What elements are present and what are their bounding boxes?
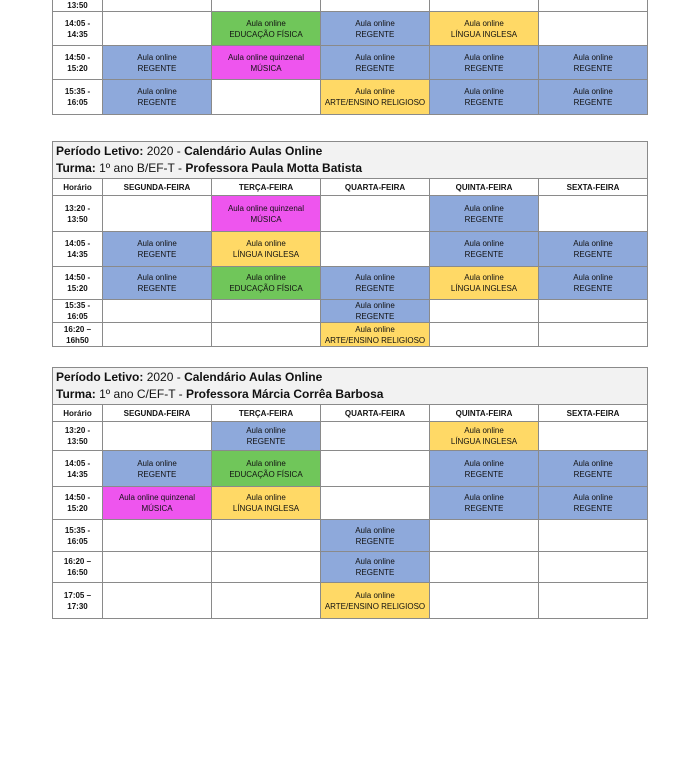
class-subject: REGENTE (464, 250, 504, 259)
time-line: 16:20 – (63, 324, 92, 334)
header-horario: Horário (53, 179, 103, 196)
class-subject: REGENTE (355, 312, 395, 321)
class-type: Aula online (464, 239, 504, 248)
class-type: Aula online (137, 52, 177, 62)
turma-label: Turma: (56, 161, 96, 175)
class-subject: LÍNGUA INGLESA (450, 29, 518, 39)
empty-cell (430, 300, 539, 323)
time-cell (53, 487, 103, 520)
time-line: 14:35 (67, 250, 88, 259)
header-day: SEXTA-FEIRA (539, 405, 648, 422)
header-day: QUINTA-FEIRA (430, 405, 539, 422)
time-line: 14:50 - (64, 52, 91, 62)
header-day: TERÇA-FEIRA (212, 405, 321, 422)
schedule-1b (52, 141, 648, 347)
class-cell (212, 267, 321, 300)
class-cell (103, 487, 212, 520)
class-subject: LÍNGUA INGLESA (450, 284, 518, 293)
class-cell (539, 232, 648, 267)
class-type: Aula online (573, 493, 613, 502)
class-subject: EDUCAÇÃO FÍSICA (229, 469, 303, 479)
schedule-row (53, 46, 648, 80)
class-subject: LÍNGUA INGLESA (450, 437, 518, 446)
schedule-row (53, 12, 648, 46)
empty-cell (321, 196, 430, 232)
class-type: Aula online (246, 458, 286, 468)
class-cell (321, 12, 430, 46)
class-subject: REGENTE (355, 29, 395, 39)
time-cell (53, 520, 103, 552)
header-day: QUARTA-FEIRA (321, 179, 430, 196)
class-type: Aula online (573, 52, 613, 62)
class-subject: LÍNGUA INGLESA (232, 250, 300, 259)
periodo-label: Período Letivo: (56, 370, 144, 384)
class-type: Aula online (355, 87, 395, 96)
separator: - (173, 144, 185, 158)
class-subject: MÚSICA (141, 504, 173, 513)
class-type: Aula online (246, 273, 286, 282)
empty-cell (539, 520, 648, 552)
class-cell (430, 232, 539, 267)
class-type: Aula online (355, 273, 395, 282)
empty-cell (103, 196, 212, 232)
time-line: 16:05 (67, 536, 88, 546)
class-cell (321, 267, 430, 300)
time-line: 14:35 (67, 469, 88, 479)
class-subject: REGENTE (355, 536, 395, 546)
class-subject: REGENTE (246, 437, 286, 446)
ano-value: 2020 (146, 144, 174, 158)
class-cell (103, 80, 212, 115)
class-subject: REGENTE (573, 504, 613, 513)
empty-cell (430, 323, 539, 347)
time-line: 14:05 - (64, 458, 91, 468)
time-cell (53, 552, 103, 583)
empty-cell (539, 323, 648, 347)
empty-cell (103, 583, 212, 619)
class-subject: REGENTE (355, 568, 395, 577)
schedule-row (53, 232, 648, 267)
time-cell (53, 422, 103, 451)
class-cell (430, 80, 539, 115)
class-type: Aula online (355, 18, 395, 28)
empty-cell (430, 520, 539, 552)
schedule-table (52, 141, 648, 347)
header-day: SEGUNDA-FEIRA (103, 179, 212, 196)
time-line: 15:35 - (64, 301, 91, 310)
class-subject: REGENTE (355, 63, 395, 73)
empty-cell (103, 552, 212, 583)
class-subject: REGENTE (137, 63, 177, 73)
class-type: Aula online (355, 557, 395, 566)
time-line: 13:50 (67, 437, 88, 446)
time-cell (53, 232, 103, 267)
calendario-label: Calendário Aulas Online (184, 370, 323, 384)
schedule-row (53, 300, 648, 323)
header-day: SEGUNDA-FEIRA (103, 405, 212, 422)
schedule-row (53, 196, 648, 232)
class-subject: MÚSICA (250, 214, 282, 224)
class-subject: REGENTE (573, 63, 613, 73)
class-type: Aula online (355, 52, 395, 62)
time-line: 13:50 (67, 1, 88, 10)
time-cell (53, 267, 103, 300)
periodo-label: Período Letivo: (56, 144, 144, 158)
schedule-table (52, 0, 648, 115)
class-type: Aula online (355, 525, 395, 535)
class-subject: REGENTE (137, 98, 177, 107)
class-type: Aula online (464, 18, 504, 28)
class-cell (103, 46, 212, 80)
class-cell (539, 451, 648, 487)
schedule-row (53, 323, 648, 347)
class-type: Aula online (246, 18, 286, 28)
class-type: Aula online (573, 239, 613, 248)
class-type: Aula online (246, 239, 286, 248)
empty-cell (212, 80, 321, 115)
empty-cell (321, 232, 430, 267)
header-day: SEXTA-FEIRA (539, 179, 648, 196)
time-line: 16:05 (67, 98, 88, 107)
class-subject: REGENTE (464, 98, 504, 107)
class-cell (430, 451, 539, 487)
time-cell (53, 80, 103, 115)
time-cell (53, 0, 103, 12)
time-line: 16h50 (66, 335, 89, 345)
empty-cell (321, 451, 430, 487)
class-type: Aula online (573, 273, 613, 282)
class-type: Aula online (137, 239, 177, 248)
schedule-row (53, 451, 648, 487)
class-type: Aula online (355, 324, 395, 334)
class-subject: ARTE/ENSINO RELIGIOSO (324, 335, 426, 345)
time-line: 14:05 - (64, 18, 91, 28)
class-type: Aula online (137, 458, 177, 468)
class-cell (321, 46, 430, 80)
class-type: Aula online (137, 273, 177, 282)
empty-cell (212, 300, 321, 323)
time-cell (53, 583, 103, 619)
header-row (53, 405, 648, 422)
time-line: 15:35 - (64, 525, 91, 535)
schedule-row (53, 552, 648, 583)
time-line: 16:20 – (63, 557, 92, 566)
empty-cell (103, 422, 212, 451)
schedule-row (53, 422, 648, 451)
time-line: 14:50 - (64, 273, 91, 282)
class-cell (321, 300, 430, 323)
time-line: 16:05 (67, 312, 88, 321)
header-row (53, 179, 648, 196)
empty-cell (539, 552, 648, 583)
time-line: 15:35 - (64, 87, 91, 96)
class-cell (103, 451, 212, 487)
class-subject: REGENTE (573, 284, 613, 293)
class-type: Aula online (464, 87, 504, 96)
empty-cell (539, 196, 648, 232)
schedule-row (53, 0, 648, 12)
class-cell (212, 232, 321, 267)
empty-cell (539, 300, 648, 323)
separator: - (175, 387, 186, 401)
class-cell (321, 323, 430, 347)
class-cell (430, 422, 539, 451)
class-cell (539, 487, 648, 520)
header-day: QUARTA-FEIRA (321, 405, 430, 422)
empty-cell (212, 0, 321, 12)
class-subject: REGENTE (573, 469, 613, 479)
schedule-body (53, 422, 648, 619)
empty-cell (212, 583, 321, 619)
empty-cell (103, 323, 212, 347)
class-cell (212, 46, 321, 80)
class-cell (539, 46, 648, 80)
class-cell (430, 46, 539, 80)
class-subject: REGENTE (464, 63, 504, 73)
class-subject: EDUCAÇÃO FÍSICA (229, 284, 303, 293)
empty-cell (539, 12, 648, 46)
class-type: Aula online (464, 426, 504, 435)
class-subject: MÚSICA (250, 63, 282, 73)
class-cell (212, 12, 321, 46)
empty-cell (539, 0, 648, 12)
empty-cell (539, 583, 648, 619)
class-cell (430, 487, 539, 520)
time-line: 14:50 - (64, 493, 91, 502)
empty-cell (103, 520, 212, 552)
class-type: Aula online quinzenal (227, 203, 305, 213)
class-cell (321, 80, 430, 115)
class-type: Aula online (464, 493, 504, 502)
class-cell (539, 267, 648, 300)
class-subject: EDUCAÇÃO FÍSICA (229, 29, 303, 39)
class-type: Aula online (246, 493, 286, 502)
empty-cell (103, 300, 212, 323)
class-subject: REGENTE (464, 469, 504, 479)
schedule-title (53, 368, 648, 405)
class-subject: REGENTE (464, 504, 504, 513)
class-subject: REGENTE (355, 284, 395, 293)
class-cell (212, 451, 321, 487)
empty-cell (212, 552, 321, 583)
time-cell (53, 196, 103, 232)
empty-cell (430, 552, 539, 583)
schedule-row (53, 520, 648, 552)
class-subject: REGENTE (464, 214, 504, 224)
class-subject: REGENTE (137, 284, 177, 293)
class-type: Aula online (464, 203, 504, 213)
time-cell (53, 46, 103, 80)
time-line: 15:20 (67, 284, 88, 293)
time-line: 14:05 - (64, 239, 91, 248)
time-cell (53, 300, 103, 323)
class-subject: REGENTE (573, 250, 613, 259)
schedule-row (53, 267, 648, 300)
class-type: Aula online (573, 458, 613, 468)
professora-name: Professora Paula Motta Batista (185, 161, 363, 175)
calendario-label: Calendário Aulas Online (184, 144, 323, 158)
time-line: 15:20 (67, 504, 88, 513)
schedule-row (53, 583, 648, 619)
turma-label: Turma: (56, 387, 96, 401)
class-type: Aula online (464, 273, 504, 282)
class-subject: ARTE/ENSINO RELIGIOSO (324, 98, 426, 107)
time-line: 15:20 (67, 63, 88, 73)
class-cell (539, 80, 648, 115)
time-cell (53, 323, 103, 347)
empty-cell (539, 422, 648, 451)
empty-cell (430, 583, 539, 619)
class-subject: LÍNGUA INGLESA (232, 504, 300, 513)
empty-cell (430, 0, 539, 12)
time-line: 14:35 (67, 29, 88, 39)
class-cell (321, 520, 430, 552)
schedule-title (53, 142, 648, 179)
empty-cell (103, 0, 212, 12)
empty-cell (212, 323, 321, 347)
schedule-row (53, 487, 648, 520)
header-day: QUINTA-FEIRA (430, 179, 539, 196)
class-cell (430, 196, 539, 232)
class-type: Aula online (246, 426, 286, 435)
time-line: 13:50 (67, 214, 88, 224)
empty-cell (103, 12, 212, 46)
class-cell (430, 12, 539, 46)
time-cell (53, 12, 103, 46)
class-cell (321, 552, 430, 583)
class-type: Aula online (137, 87, 177, 96)
empty-cell (321, 0, 430, 12)
empty-cell (321, 422, 430, 451)
class-cell (212, 196, 321, 232)
header-day: TERÇA-FEIRA (212, 179, 321, 196)
ano-value: 2020 (146, 370, 174, 384)
schedule-body (53, 196, 648, 347)
separator: - (174, 161, 186, 175)
class-cell (212, 487, 321, 520)
class-cell (103, 232, 212, 267)
time-line: 13:20 - (64, 426, 91, 435)
class-subject: REGENTE (573, 98, 613, 107)
schedule-body (53, 0, 648, 115)
class-type: Aula online (355, 590, 395, 600)
time-line: 16:50 (67, 568, 88, 577)
header-horario: Horário (53, 405, 103, 422)
time-cell (53, 451, 103, 487)
class-type: Aula online (573, 87, 613, 96)
class-type: Aula online (355, 301, 395, 310)
class-subject: REGENTE (137, 250, 177, 259)
class-cell (212, 422, 321, 451)
class-cell (103, 267, 212, 300)
empty-cell (212, 520, 321, 552)
turma-value: 1º ano B/EF-T (99, 161, 175, 175)
class-cell (321, 583, 430, 619)
time-line: 13:20 - (64, 203, 91, 213)
time-line: 17:05 – (63, 590, 92, 600)
schedule-1c (52, 367, 648, 619)
turma-value: 1º ano C/EF-T (99, 387, 176, 401)
schedule-row (53, 80, 648, 115)
class-type: Aula online (464, 458, 504, 468)
class-subject: ARTE/ENSINO RELIGIOSO (324, 601, 426, 611)
class-type: Aula online quinzenal (227, 52, 305, 62)
separator: - (173, 370, 185, 384)
schedule-table (52, 367, 648, 619)
class-cell (430, 267, 539, 300)
empty-cell (321, 487, 430, 520)
class-subject: REGENTE (137, 469, 177, 479)
professora-name: Professora Márcia Corrêa Barbosa (186, 387, 384, 401)
schedule-1a (52, 0, 648, 115)
class-type: Aula online quinzenal (118, 493, 196, 502)
time-line: 17:30 (67, 601, 88, 611)
class-type: Aula online (464, 52, 504, 62)
